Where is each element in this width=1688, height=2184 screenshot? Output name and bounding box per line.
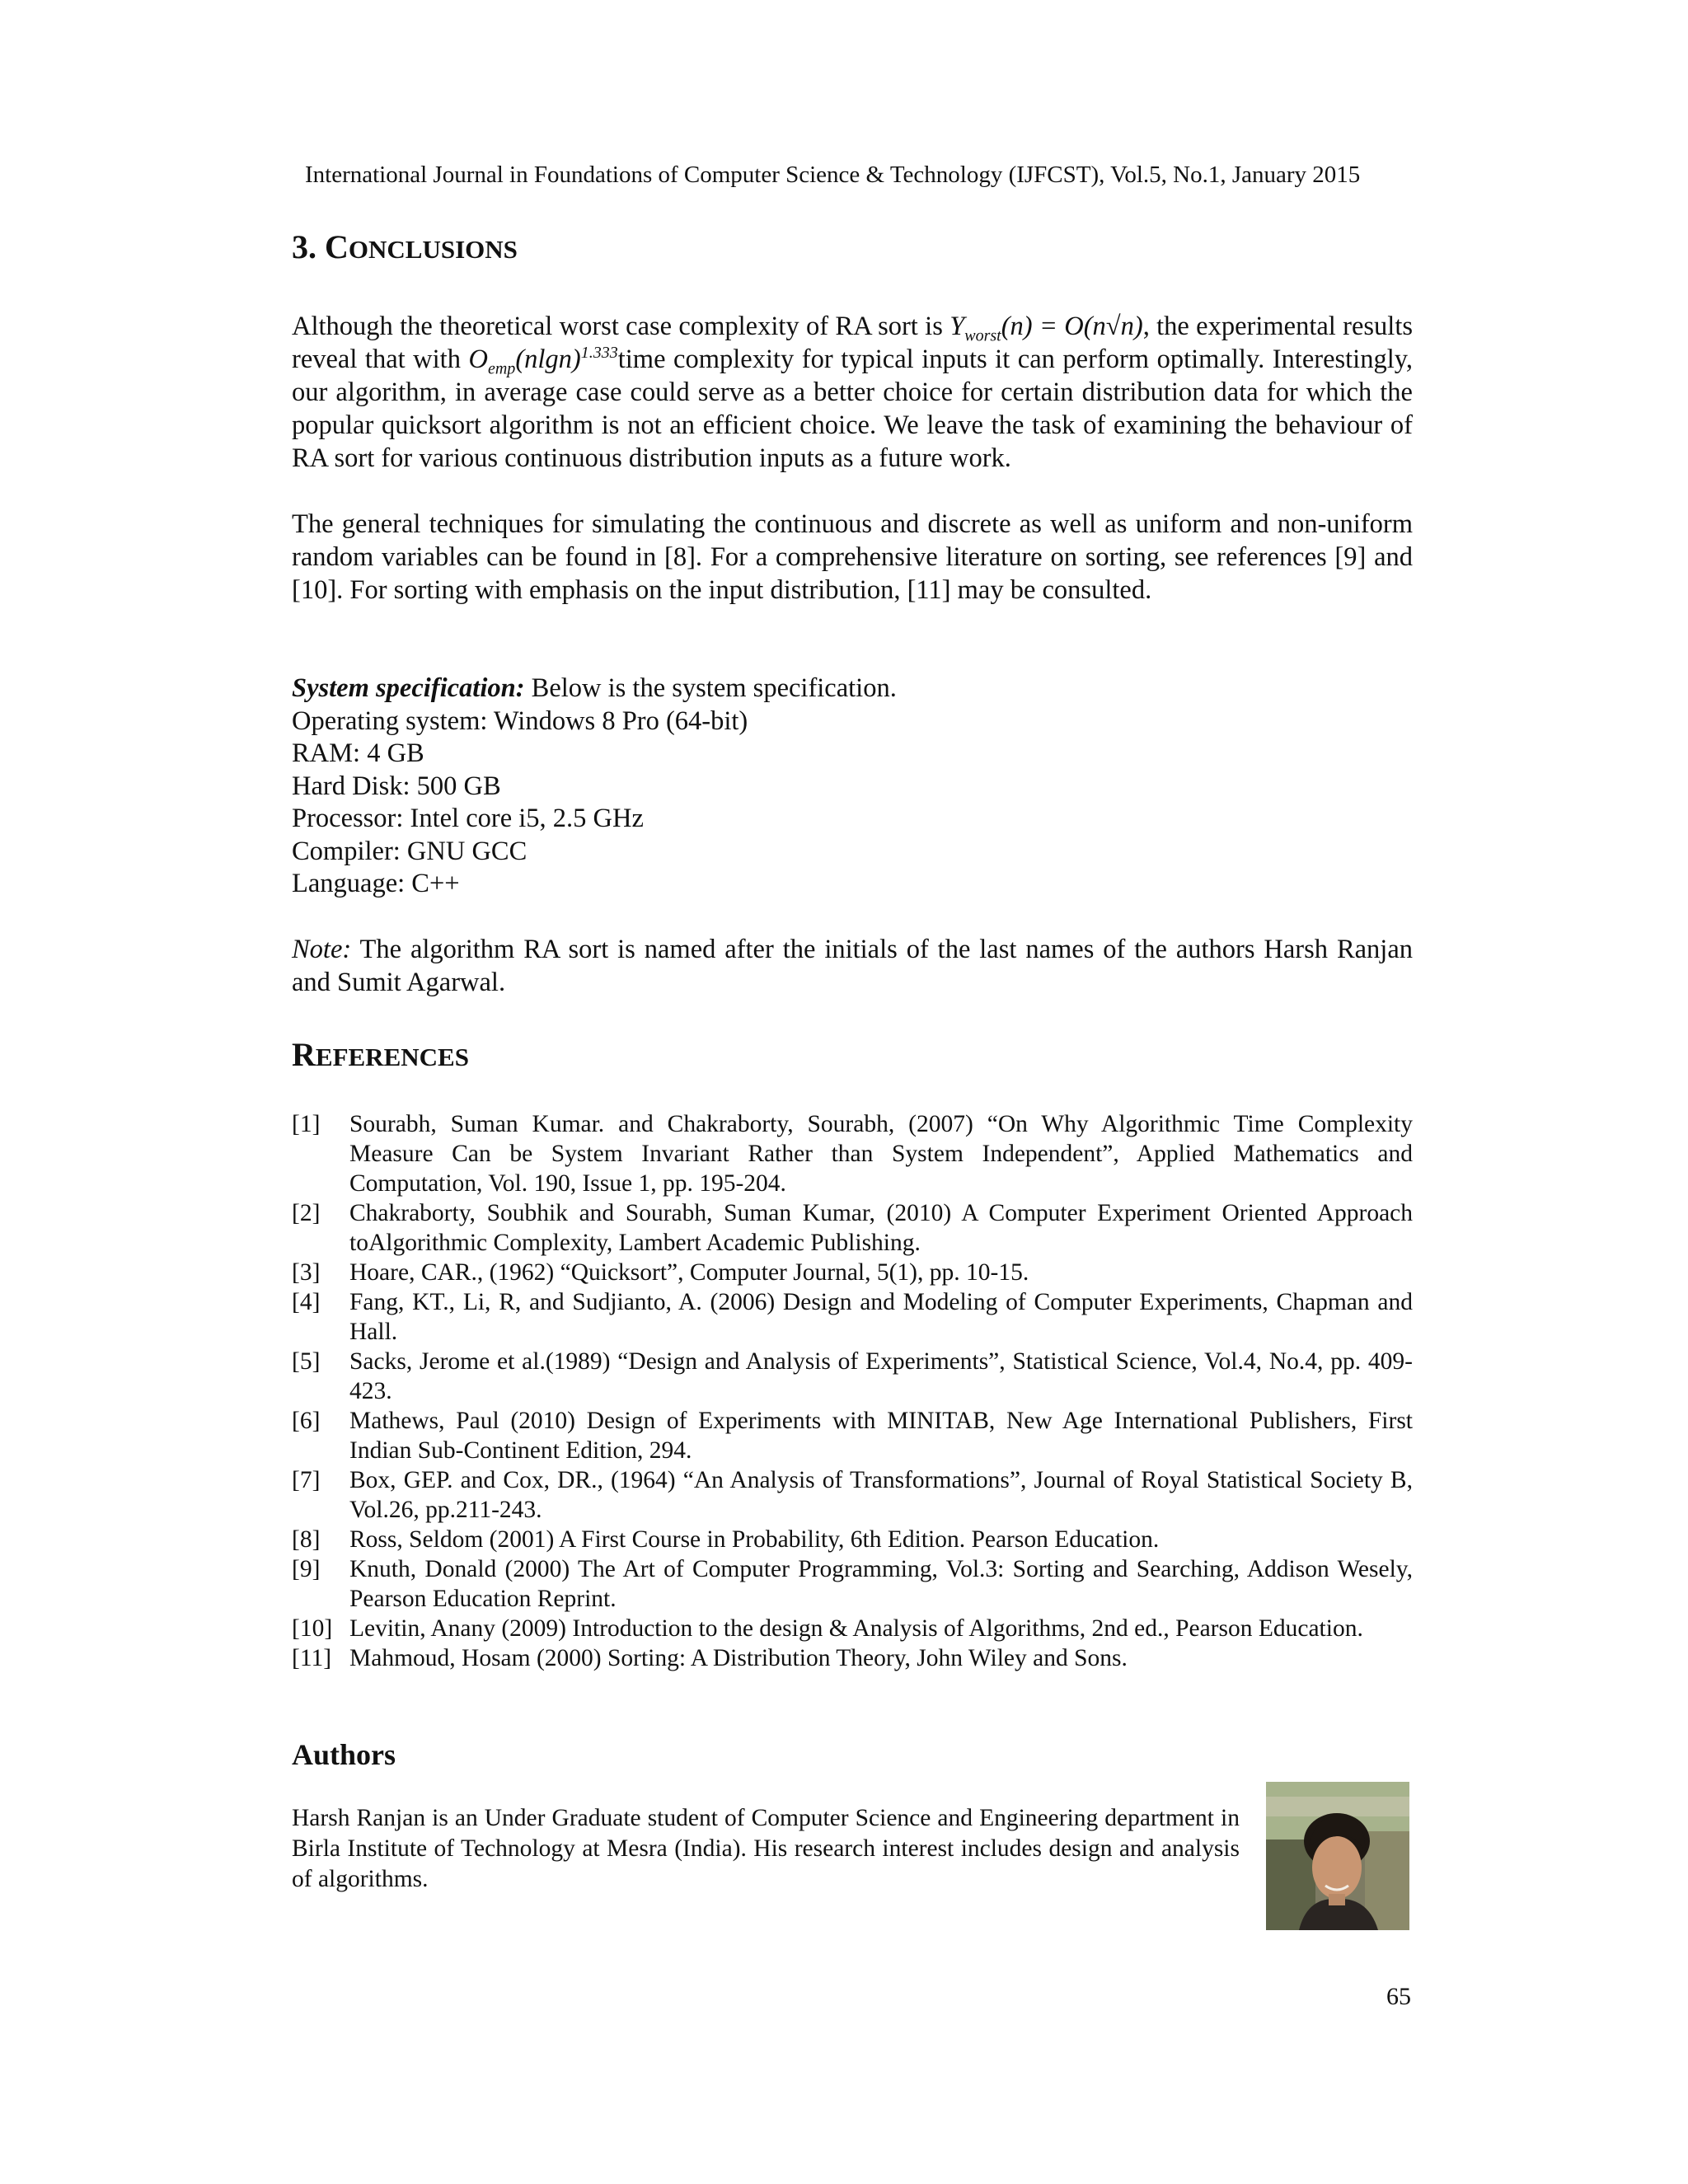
spec-line-disk: Hard Disk: 500 GB	[292, 771, 501, 801]
reference-item	[292, 1347, 1413, 1406]
o-symbol: O	[468, 344, 488, 374]
reference-number: [1]	[292, 1111, 321, 1137]
o-expression: (nlgn)	[515, 344, 581, 374]
reference-item	[292, 1614, 1413, 1643]
reference-text: Box, GEP. and Cox, DR., (1964) “An Analysis of Transformations”, Journal of Royal Statistical Society B, Vol.26, pp.211-243.	[349, 1467, 1413, 1523]
section-number: 3.	[292, 228, 325, 265]
reference-number: [3]	[292, 1259, 321, 1286]
spec-label: System specification:	[292, 673, 525, 703]
p1-text-2: , the experimental results reveal that with	[292, 312, 1414, 374]
reference-item	[292, 1525, 1413, 1554]
y-expression: (n) = O(n√n)	[1001, 312, 1143, 341]
reference-item	[292, 1465, 1413, 1525]
spec-line-ram: RAM: 4 GB	[292, 738, 424, 768]
conclusions-heading-rest: ONCLUSIONS	[348, 235, 518, 264]
reference-text: Levitin, Anany (2009) Introduction to the design & Analysis of Algorithms, 2nd ed., Pearson Education.	[349, 1615, 1363, 1642]
p1-text-1: Although the theoretical worst case complexity of RA sort is	[292, 312, 950, 341]
reference-text: Mathews, Paul (2010) Design of Experiments with MINITAB, New Age International Publishers, First Indian Sub-Continent Edition, 294.	[349, 1408, 1413, 1464]
reference-number: [2]	[292, 1200, 321, 1226]
spec-line-processor: Processor: Intel core i5, 2.5 GHz	[292, 804, 644, 833]
author-bio: Harsh Ranjan is an Under Graduate student of Computer Science and Engineering department in Birla Institute of Technology at Mesra (India). His research interest includes design and analysis of algorithms.	[292, 1805, 1240, 1892]
note-label: Note:	[292, 935, 352, 964]
conclusions-paragraph-1	[292, 310, 1413, 475]
o-subscript: emp	[487, 359, 516, 378]
reference-item	[292, 1406, 1413, 1465]
note-text: The algorithm RA sort is named after the initials of the last names of the authors Harsh Ranjan and Sumit Agarwal.	[292, 935, 1413, 997]
reference-item	[292, 1554, 1413, 1614]
author-photo	[1266, 1782, 1409, 1930]
reference-number: [6]	[292, 1408, 321, 1434]
reference-item	[292, 1198, 1413, 1258]
reference-number: [7]	[292, 1467, 321, 1493]
authors-heading: Authors	[292, 1738, 396, 1771]
y-symbol: Y	[950, 312, 965, 341]
conclusions-heading	[292, 227, 518, 266]
spec-intro: Below is the system specification.	[524, 673, 897, 703]
reference-number: [5]	[292, 1348, 321, 1375]
reference-text: Fang, KT., Li, R, and Sudjianto, A. (2006) Design and Modeling of Computer Experiments, Chapman and Hall.	[349, 1289, 1413, 1345]
reference-number: [4]	[292, 1289, 321, 1315]
reference-text: Hoare, CAR., (1962) “Quicksort”, Computer Journal, 5(1), pp. 10-15.	[349, 1259, 1029, 1286]
conclusions-heading-initial: C	[325, 228, 349, 265]
reference-text: Chakraborty, Soubhik and Sourabh, Suman Kumar, (2010) A Computer Experiment Oriented Approach toAlgorithmic Complexity, Lambert Academic Publishing.	[349, 1200, 1413, 1256]
spec-line-language: Language: C++	[292, 869, 460, 898]
reference-item	[292, 1643, 1413, 1673]
page-number: 65	[1386, 1983, 1411, 2010]
reference-text: Mahmoud, Hosam (2000) Sorting: A Distribution Theory, John Wiley and Sons.	[349, 1645, 1128, 1671]
reference-text: Ross, Seldom (2001) A First Course in Probability, 6th Edition. Pearson Education.	[349, 1526, 1160, 1553]
reference-item	[292, 1109, 1413, 1198]
system-specification	[292, 673, 1413, 901]
reference-item	[292, 1258, 1413, 1287]
spec-line-compiler: Compiler: GNU GCC	[292, 836, 528, 866]
reference-number: [11]	[292, 1645, 332, 1671]
y-subscript: worst	[964, 326, 1001, 345]
reference-text: Knuth, Donald (2000) The Art of Computer Programming, Vol.3: Sorting and Searching, Addison Wesely, Pearson Education Reprint.	[349, 1556, 1413, 1612]
reference-number: [10]	[292, 1615, 333, 1642]
references-heading	[292, 1035, 469, 1074]
spec-intro-line	[292, 673, 1413, 705]
o-exponent: 1.333	[580, 344, 618, 363]
references-heading-rest: EFERENCES	[315, 1043, 469, 1071]
reference-text: Sacks, Jerome et al.(1989) “Design and Analysis of Experiments”, Statistical Science, Vol.4, No.4, pp. 409-423.	[349, 1348, 1413, 1404]
running-header: International Journal in Foundations of Computer Science & Technology (IJFCST), Vol.5, No.1, January 2015	[305, 162, 1361, 188]
note-paragraph	[292, 933, 1413, 999]
reference-item	[292, 1287, 1413, 1347]
p1-text-3: time complexity for typical inputs it can perform optimally. Interestingly, our algorithm, in average case could serve as a better choice for certain distribution data for which the popular quicksort algorithm is not an efficient choice. We leave the task of examining the behaviour of RA sort for various continuous distribution inputs as a future work.	[292, 344, 1413, 473]
conclusions-paragraph-2: The general techniques for simulating the continuous and discrete as well as uniform and non-uniform random variables can be found in [8]. For a comprehensive literature on sorting, see references [9] and [10]. For sorting with emphasis on the input distribution, [11] may be consulted.	[292, 509, 1413, 605]
reference-number: [8]	[292, 1526, 321, 1553]
reference-text: Sourabh, Suman Kumar. and Chakraborty, Sourabh, (2007) “On Why Algorithmic Time Complexity Measure Can be System Invariant Rather than System Independent”, Applied Mathematics and Computation, Vol. 190, Issue 1, pp. 195-204.	[349, 1111, 1413, 1197]
spec-line-os: Operating system: Windows 8 Pro (64-bit)	[292, 705, 748, 736]
reference-list	[292, 1109, 1413, 1673]
reference-number: [9]	[292, 1556, 321, 1582]
author-portrait-illustration	[1266, 1782, 1409, 1930]
references-heading-initial: R	[292, 1036, 316, 1073]
